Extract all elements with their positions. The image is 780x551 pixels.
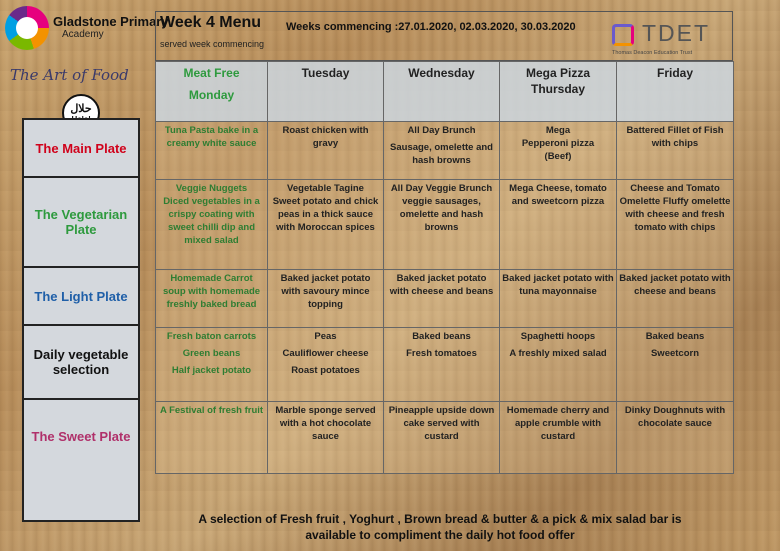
menu-item-text: Tuna Pasta bake in a creamy white sauce xyxy=(164,125,259,149)
day-header-3 xyxy=(500,62,617,122)
menu-item-text: Cheese and Tomato Omelette Fluffy omelette with cheese and fresh tomato with chips xyxy=(619,183,731,233)
footer-line-2: available to compliment the daily hot food offer xyxy=(305,528,575,542)
menu-item-text: Roast chicken with gravy xyxy=(282,125,369,149)
menu-item-text: Baked jacket potato with savoury mince topping xyxy=(280,273,371,310)
menu-item-text: Homemade cherry and apple crumble with custard xyxy=(506,405,610,442)
day-header-1 xyxy=(268,62,384,122)
tagline: The Art of Food xyxy=(10,66,129,84)
day-name: Mega Pizza xyxy=(525,66,591,80)
menu-item-text: Cauliflower cheese xyxy=(282,348,369,359)
trust-logo xyxy=(612,20,722,56)
menu-item-text: Baked jacket potato with cheese and beans xyxy=(389,273,494,297)
menu-cell xyxy=(384,180,500,270)
school-subtitle: Academy xyxy=(62,29,104,40)
trust-mark-icon xyxy=(612,24,634,46)
day-header-4 xyxy=(617,62,734,122)
day-header-0 xyxy=(156,62,268,122)
day-header-2 xyxy=(384,62,500,122)
menu-item-text: Vegetable Tagine xyxy=(287,183,364,194)
menu-item-text: Sweet potato and chick peas in a thick sauce with Moroccan spices xyxy=(272,196,379,233)
halal-arabic: حلال xyxy=(70,103,92,115)
trust-subtitle: Thomas Deacon Education Trust xyxy=(612,50,693,56)
menu-item-text: Pepperoni pizza xyxy=(521,138,595,149)
school-logo-icon xyxy=(5,6,49,50)
day-name: Wednesday xyxy=(408,66,475,80)
table-row xyxy=(156,122,734,180)
weeks-commencing: Weeks commencing :27.01.2020, 02.03.2020, 30.03.2020 xyxy=(286,21,576,33)
menu-cell xyxy=(617,122,734,180)
menu-item-text: Mega Cheese, tomato and sweetcorn pizza xyxy=(509,183,607,207)
menu-title: Week 4 Menu xyxy=(160,14,262,31)
menu-cell xyxy=(268,328,384,402)
menu-item-text: Sausage, omelette and hash browns xyxy=(390,142,493,166)
menu-item-text: Veggie Nuggets xyxy=(175,183,248,194)
row-label: The Main Plate xyxy=(22,120,140,178)
menu-item-text: A freshly mixed salad xyxy=(509,348,607,359)
menu-item-text: Roast potatoes xyxy=(291,365,360,376)
menu-cell xyxy=(500,270,617,328)
menu-item-text: Baked jacket potato with tuna mayonnaise xyxy=(502,273,614,297)
menu-item-text: All Day Brunch xyxy=(407,125,476,136)
menu-cell xyxy=(500,328,617,402)
menu-cell xyxy=(156,270,268,328)
menu-item-text: Spaghetti hoops xyxy=(520,331,596,342)
menu-cell xyxy=(384,122,500,180)
day-name: Friday xyxy=(656,66,693,80)
menu-table xyxy=(155,61,734,474)
table-row xyxy=(156,328,734,402)
footer-line-1: A selection of Fresh fruit , Yoghurt , Brown bread & butter & a pick & mix salad bar is xyxy=(198,512,682,526)
served-note: served week commencing xyxy=(160,39,265,49)
menu-item-text: Homemade Carrot soup with homemade freshly baked bread xyxy=(162,273,261,310)
menu-item-text: Peas xyxy=(314,331,337,342)
menu-cell xyxy=(268,122,384,180)
row-label: The Sweet Plate xyxy=(31,428,131,444)
menu-item-text: A Festival of fresh fruit xyxy=(159,405,264,416)
table-row xyxy=(156,270,734,328)
menu-item-text: Sweetcorn xyxy=(650,348,700,359)
menu-item-text: All Day Veggie Brunch veggie sausages, omelette and hash browns xyxy=(390,183,493,233)
menu-item-text: Baked beans xyxy=(645,331,705,342)
table-row xyxy=(156,402,734,474)
menu-cell xyxy=(156,180,268,270)
menu-item-text: Mega xyxy=(545,125,571,136)
day-subname: Monday xyxy=(188,88,235,102)
menu-cell xyxy=(156,402,268,474)
menu-cell xyxy=(500,180,617,270)
menu-item-text: Green beans xyxy=(182,348,241,359)
menu-item-text: Fresh tomatoes xyxy=(406,348,477,359)
menu-item-text: Pineapple upside down cake served with custard xyxy=(388,405,495,442)
trust-name: TDET xyxy=(642,20,711,46)
school-name: Gladstone Primary xyxy=(53,14,169,29)
menu-cell xyxy=(500,402,617,474)
menu-item-text: Dinky Doughnuts with chocolate sauce xyxy=(624,405,726,429)
menu-item-text: Diced vegetables in a crispy coating with sweet chilli dip and mixed salad xyxy=(163,196,260,246)
menu-cell xyxy=(156,122,268,180)
row-label: The Vegetarian Plate xyxy=(22,178,140,268)
menu-cell xyxy=(268,180,384,270)
day-subname: Thursday xyxy=(530,82,585,96)
menu-item-text: Marble sponge served with a hot chocolate sauce xyxy=(275,405,376,442)
menu-item-text: Battered Fillet of Fish with chips xyxy=(626,125,724,149)
menu-cell xyxy=(617,328,734,402)
menu-cell xyxy=(500,122,617,180)
row-label: The Light Plate xyxy=(22,268,140,326)
day-name: Tuesday xyxy=(301,66,350,80)
row-label: Daily vegetable selection xyxy=(22,326,140,400)
day-name: Meat Free xyxy=(183,66,240,80)
menu-item-text: Half jacket potato xyxy=(171,365,252,376)
menu-item-text: Baked jacket potato with cheese and beans xyxy=(619,273,731,297)
day-header-row xyxy=(156,62,734,122)
menu-cell xyxy=(384,328,500,402)
table-row xyxy=(156,180,734,270)
menu-cell xyxy=(384,402,500,474)
menu-cell xyxy=(268,270,384,328)
menu-item-text: (Beef) xyxy=(544,151,572,162)
menu-cell xyxy=(268,402,384,474)
menu-item-text: Baked beans xyxy=(412,331,471,342)
menu-cell xyxy=(617,402,734,474)
menu-cell xyxy=(617,270,734,328)
menu-cell xyxy=(617,180,734,270)
menu-item-text: Fresh baton carrots xyxy=(166,331,257,342)
footer-note xyxy=(150,511,730,543)
menu-cell xyxy=(384,270,500,328)
menu-cell xyxy=(156,328,268,402)
